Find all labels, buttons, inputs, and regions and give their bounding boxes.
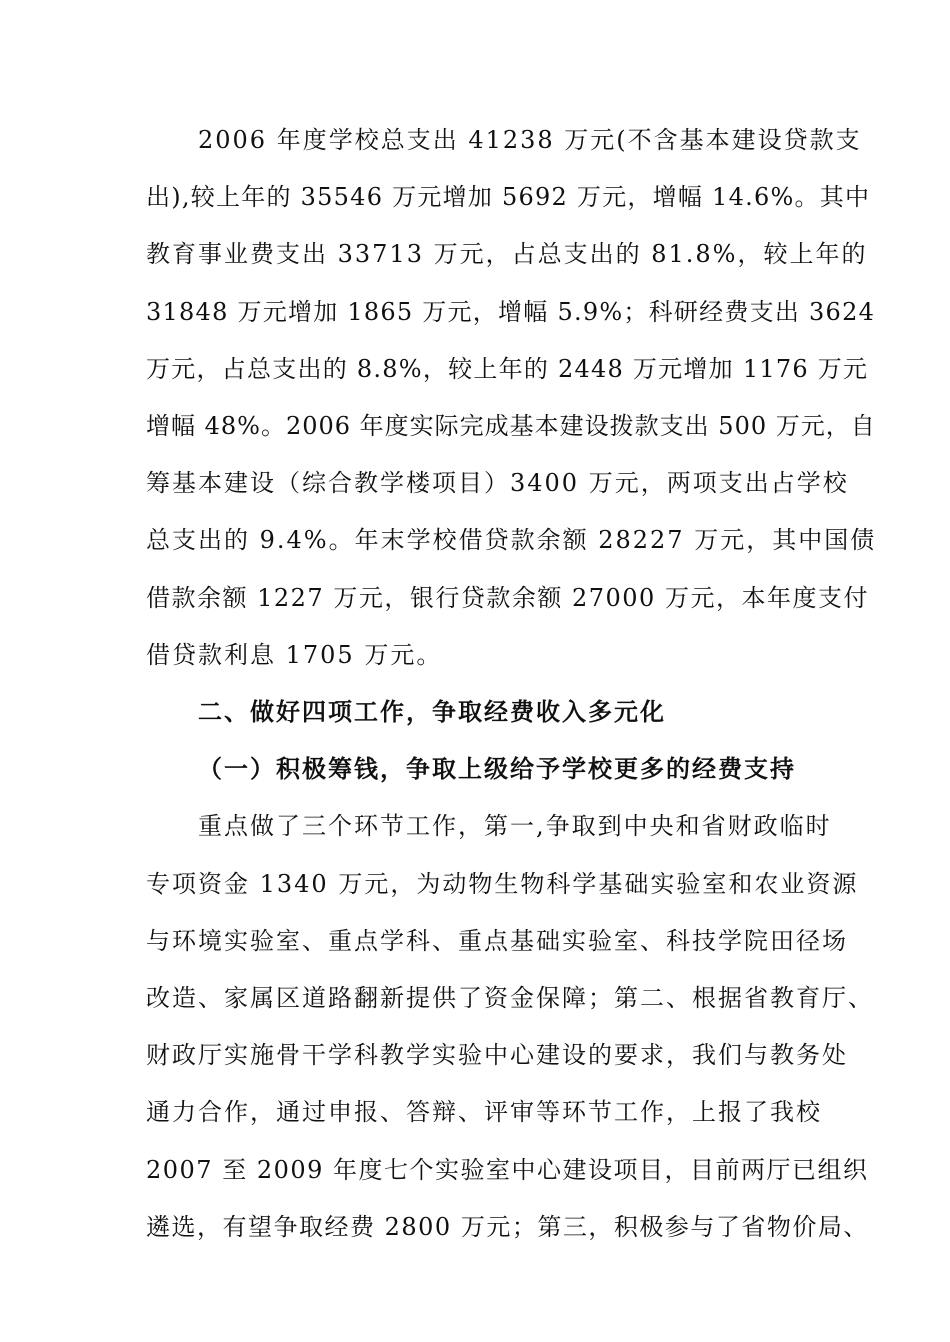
text-line: 2006 年度学校总支出 41238 万元(不含基本建设贷款支	[198, 126, 862, 154]
text-line: 增幅 48%。2006 年度实际完成基本建设拨款支出 500 万元，自	[146, 412, 876, 441]
paragraph-expenditure-summary	[146, 112, 876, 684]
subsection-heading: （一）积极筹钱，争取上级给予学校更多的经费支持	[198, 755, 796, 784]
text-line: 2007 至 2009 年度七个实验室中心建设项目，目前两厅已组织	[146, 1155, 869, 1184]
text-line: 遴选，有望争取经费 2800 万元；第三，积极参与了省物价局、	[146, 1212, 869, 1241]
document-page	[146, 112, 876, 1256]
text-line: 万元，占总支出的 8.8%，较上年的 2448 万元增加 1176 万元	[146, 354, 869, 383]
text-line: 重点做了三个环节工作，第一,争取到中央和省财政临时	[198, 812, 832, 841]
text-line: 出),较上年的 35546 万元增加 5692 万元，增幅 14.6%。其中	[146, 183, 871, 212]
text-line: 筹基本建设（综合教学楼项目）3400 万元，两项支出占学校	[146, 469, 849, 498]
section-heading: 二、做好四项工作，争取经费收入多元化	[198, 698, 666, 727]
text-line: 改造、家属区道路翻新提供了资金保障；第二、根据省教育厅、	[146, 984, 874, 1013]
text-line: 借款余额 1227 万元，银行贷款余额 27000 万元，本年度支付	[146, 583, 869, 612]
text-line: 通力合作，通过申报、答辩、评审等环节工作，上报了我校	[146, 1098, 822, 1127]
text-line: 专项资金 1340 万元，为动物生物科学基础实验室和农业资源	[146, 869, 859, 898]
paragraph-funding-work	[146, 798, 876, 1256]
text-line: 总支出的 9.4%。年末学校借贷款余额 28227 万元，其中国债	[146, 526, 877, 555]
text-line: 31848 万元增加 1865 万元，增幅 5.9%；科研经费支出 3624	[146, 297, 876, 326]
text-line: 财政厅实施骨干学科教学实验中心建设的要求，我们与教务处	[146, 1041, 848, 1070]
text-line: 借贷款利息 1705 万元。	[146, 640, 443, 669]
text-line: 与环境实验室、重点学科、重点基础实验室、科技学院田径场	[146, 926, 848, 955]
text-line: 教育事业费支出 33713 万元，占总支出的 81.8%，较上年的	[146, 240, 868, 269]
